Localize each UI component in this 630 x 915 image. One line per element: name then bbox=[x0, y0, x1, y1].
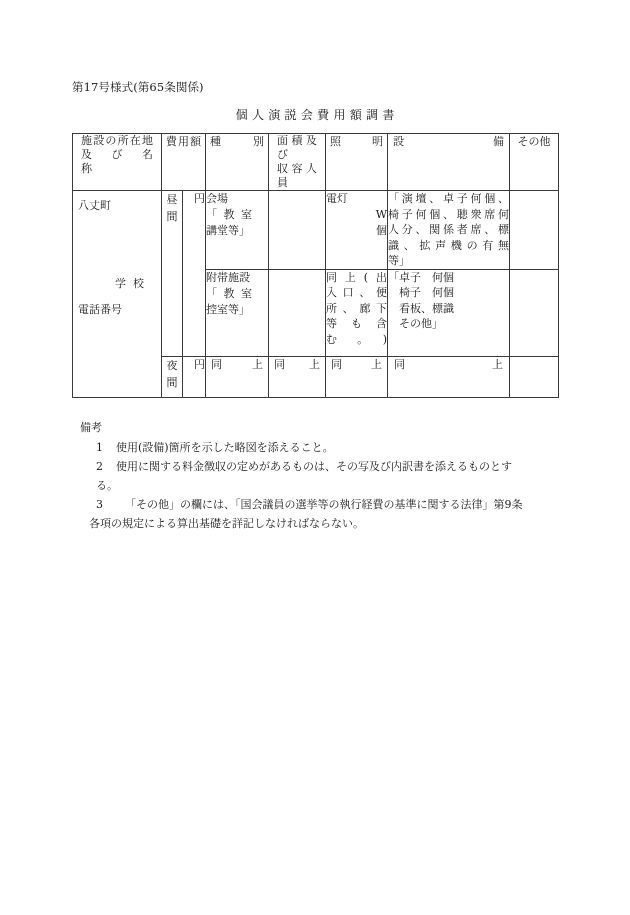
currency-unit-night: 円 bbox=[194, 357, 205, 371]
cost-report-table bbox=[72, 133, 559, 398]
cell-equipment-venue bbox=[388, 191, 510, 270]
kind-venue-line2: 「教室 bbox=[206, 208, 252, 221]
facility-school: 学校 bbox=[115, 277, 151, 290]
cell-area-night: 同上 bbox=[269, 356, 326, 397]
equipment-list-item: 「卓子 何個 bbox=[388, 270, 454, 284]
equipment-line: 人分、関係者席、標 bbox=[388, 223, 509, 236]
header-facility bbox=[73, 134, 162, 191]
time-label-night-char1: 夜 bbox=[166, 358, 178, 372]
cell-amount-day[interactable] bbox=[183, 191, 206, 357]
header-area bbox=[269, 134, 326, 191]
cell-area-ancillary[interactable] bbox=[269, 269, 326, 356]
cell-other-ancillary[interactable] bbox=[510, 269, 559, 356]
header-cost: 費用額 bbox=[162, 134, 206, 191]
form-number: 第17号様式(第65条関係) bbox=[72, 80, 204, 94]
currency-unit-day: 円 bbox=[194, 192, 205, 205]
cell-equipment-ancillary bbox=[388, 269, 510, 356]
facility-telephone: 電話番号 bbox=[78, 303, 122, 316]
remarks-note bbox=[80, 458, 560, 495]
facility-town: 八丈町 bbox=[78, 199, 111, 212]
equipment-line: 「演壇、卓子何個、 bbox=[388, 192, 509, 205]
time-label-day-char1: 昼 bbox=[166, 193, 178, 206]
cell-time-label-day bbox=[162, 191, 183, 357]
time-label-day-char2: 間 bbox=[166, 210, 178, 223]
remarks-note-line: 使用(設備)箇所を示した略図を添えること。 bbox=[116, 440, 334, 454]
cell-area-venue[interactable] bbox=[269, 191, 326, 270]
lighting-line: 同上(出 bbox=[326, 270, 387, 284]
kind-ancillary-line2: 「教室 bbox=[206, 286, 252, 300]
cell-amount-night[interactable] bbox=[183, 356, 206, 397]
cell-kind-venue bbox=[206, 191, 269, 270]
remarks-note-line: 「その他」の欄には、「国会議員の選挙等の執行経費の基準に関する法律」第9条 bbox=[125, 498, 523, 511]
remarks-note bbox=[80, 496, 560, 533]
document-title: 個人演説会費用額調書 bbox=[235, 108, 399, 122]
cell-time-label-night bbox=[162, 356, 183, 397]
remarks-section bbox=[80, 419, 560, 533]
cell-kind-ancillary bbox=[206, 269, 269, 356]
header-area-line1: 面積及び bbox=[277, 134, 317, 161]
lighting-line: 等も含 bbox=[326, 317, 387, 330]
kind-ancillary-line3: 控室等」 bbox=[206, 302, 250, 316]
remarks-note-number: 1 bbox=[96, 440, 103, 454]
lighting-watt-unit: W bbox=[375, 208, 387, 221]
cell-facility bbox=[73, 191, 162, 398]
equipment-line: 識、拡声機の有無 bbox=[388, 238, 509, 252]
lighting-line: 所、廊下 bbox=[326, 301, 387, 315]
header-facility-line2: 及 び 名 称 bbox=[81, 148, 164, 175]
remarks-heading: 備考 bbox=[80, 421, 102, 434]
cell-other-night[interactable] bbox=[510, 356, 559, 397]
remarks-note-line: 使用に関する料金徴収の定めがあるものは、その写及び内訳書を添えるものとす bbox=[116, 460, 512, 473]
equipment-list-item: その他」 bbox=[399, 317, 443, 330]
lighting-line: 入口、便 bbox=[326, 286, 387, 299]
header-facility-line1: 施設の所在地 bbox=[81, 134, 153, 147]
table-row bbox=[73, 191, 559, 270]
remarks-note-number: 2 bbox=[96, 460, 103, 473]
header-equipment: 設備 bbox=[388, 134, 510, 191]
equipment-line: 椅子何個、聴衆席何 bbox=[388, 207, 509, 221]
table-header-row bbox=[73, 134, 559, 191]
cell-lighting-night: 同上 bbox=[326, 356, 388, 397]
remarks-note-line: る。 bbox=[96, 478, 118, 492]
equipment-list-item: 椅子 何個 bbox=[399, 286, 454, 299]
kind-ancillary-line1: 附帯施設 bbox=[206, 270, 250, 284]
kind-venue-line1: 会場 bbox=[206, 192, 228, 205]
header-area-line2: 収容人員 bbox=[277, 162, 317, 189]
equipment-list-item: 看板、標識 bbox=[399, 301, 454, 315]
cell-other-venue[interactable] bbox=[510, 191, 559, 270]
remarks-note bbox=[80, 439, 560, 458]
lighting-lead: 電灯 bbox=[326, 192, 348, 205]
kind-venue-line3: 講堂等」 bbox=[206, 224, 250, 237]
cell-equipment-night: 同上 bbox=[388, 356, 510, 397]
remarks-note-number: 3 bbox=[96, 498, 103, 511]
header-lighting: 照明 bbox=[326, 134, 388, 191]
time-label-night-char2: 間 bbox=[166, 375, 178, 389]
lighting-count-unit: 個 bbox=[376, 224, 387, 237]
cell-kind-night: 同上 bbox=[206, 356, 269, 397]
cell-lighting-venue[interactable] bbox=[326, 191, 388, 270]
header-kind: 種別 bbox=[206, 134, 269, 191]
lighting-line: む。) bbox=[326, 332, 387, 346]
remarks-note-line: 各項の規定による算出基礎を詳記しなければならない。 bbox=[89, 516, 364, 530]
equipment-line: 等」 bbox=[388, 254, 410, 267]
header-other: その他 bbox=[510, 134, 559, 191]
cell-lighting-ancillary[interactable] bbox=[326, 269, 388, 356]
